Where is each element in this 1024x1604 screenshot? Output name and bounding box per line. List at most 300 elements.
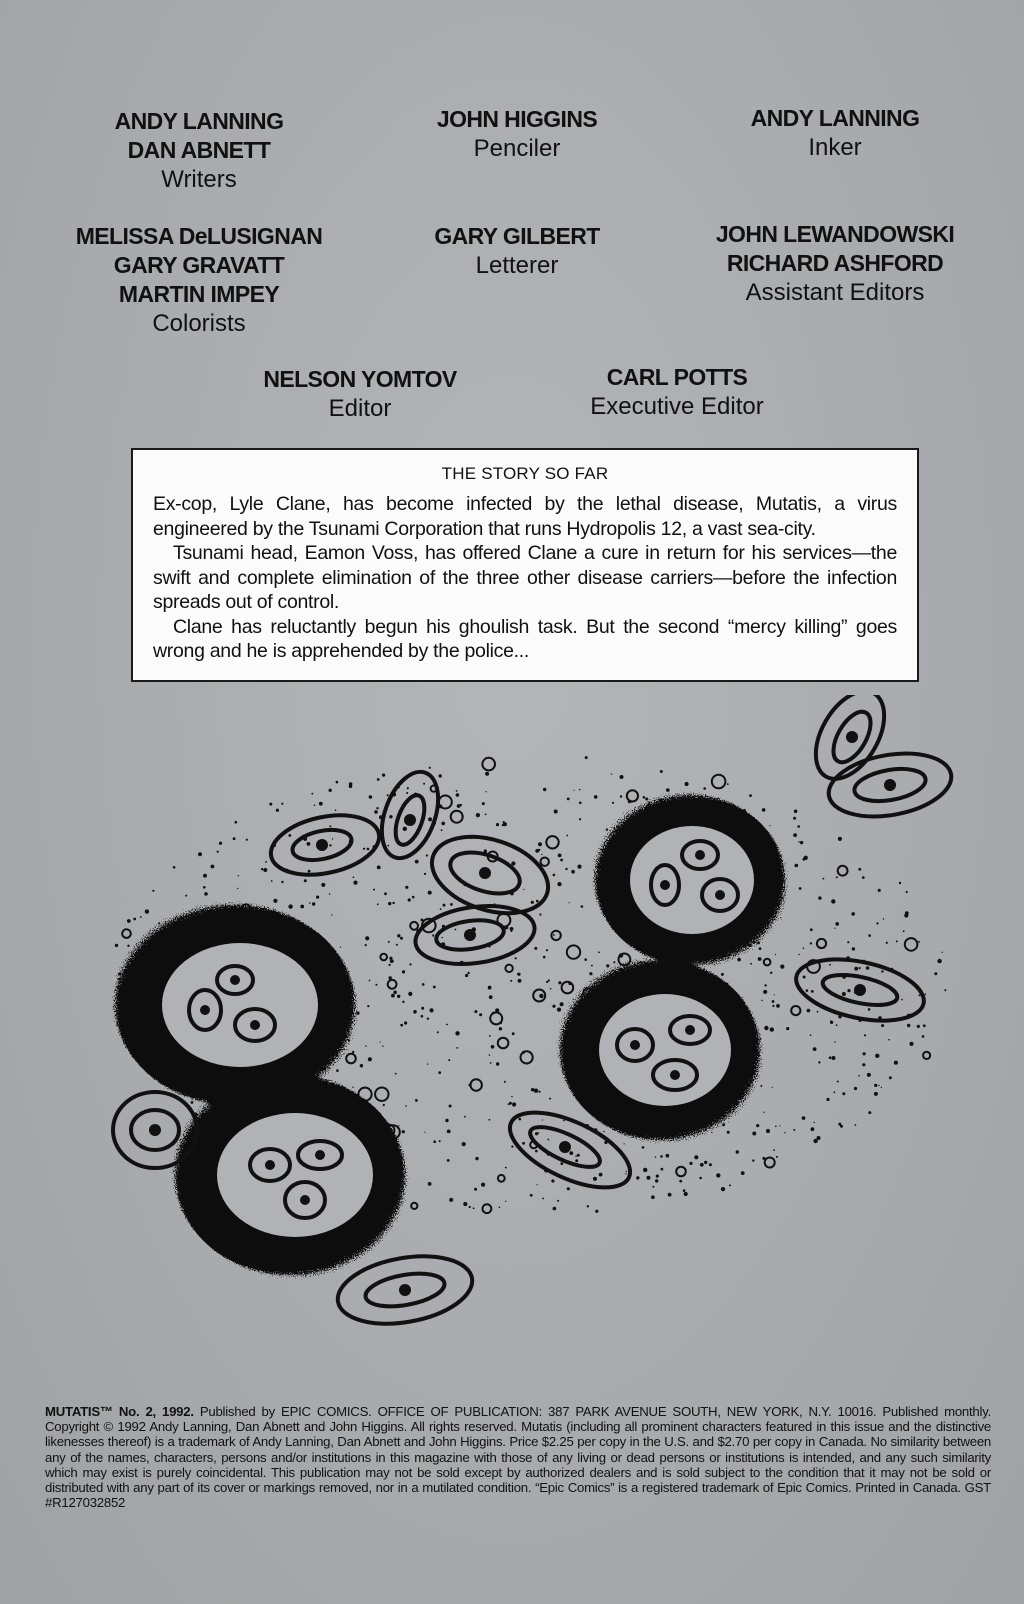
speckle-dot (427, 1018, 429, 1020)
speckle-dot (881, 970, 883, 972)
speckle-dot (579, 802, 582, 805)
speckle-dot (479, 1013, 482, 1016)
speckle-dot (620, 795, 622, 797)
speckle-dot (360, 1064, 363, 1067)
speckle-dot (433, 1140, 436, 1143)
speckle-dot (423, 783, 425, 785)
speckle-dot (316, 896, 319, 899)
speckle-dot (428, 891, 432, 895)
speckle-dot (553, 1207, 557, 1211)
speckle-dot (624, 1143, 625, 1144)
speckle-dot (441, 829, 443, 831)
story-paragraph: Tsunami head, Eamon Voss, has offered Clane a cure in return for his services—the swift and complete elimination of the three other disease carriers—before the infection spreads out of control. (153, 542, 897, 613)
speckle-dot (794, 810, 798, 814)
speckle-dot (438, 1071, 441, 1074)
speckle-dot (384, 892, 387, 895)
speckle-dot (749, 794, 752, 797)
speckle-dot (934, 972, 937, 975)
speckle-dot (335, 809, 337, 811)
speckle-dot (380, 954, 387, 961)
speckle-dot (810, 942, 812, 944)
speckle-dot (685, 782, 689, 786)
speckle-dot (476, 813, 480, 817)
speckle-dot (854, 1087, 857, 1090)
speckle-dot (811, 990, 814, 993)
speckle-dot (534, 947, 537, 950)
speckle-dot (448, 1059, 450, 1061)
speckle-dot (367, 1005, 369, 1007)
infected-cell (175, 1075, 405, 1275)
speckle-dot (567, 798, 570, 801)
speckle-dot (246, 839, 248, 841)
speckle-dot (923, 1052, 930, 1059)
speckle-dot (727, 1131, 730, 1134)
speckle-dot (447, 1130, 451, 1134)
speckle-dot (408, 992, 412, 996)
speckle-dot (689, 1162, 692, 1165)
speckle-dot (489, 1035, 491, 1037)
speckle-dot (793, 817, 796, 820)
speckle-dot (684, 1192, 688, 1196)
credit-name: CARL POTTS (606, 364, 748, 390)
speckle-dot (464, 1116, 466, 1118)
speckle-dot (878, 1085, 879, 1086)
speckle-dot (802, 1116, 806, 1120)
speckle-dot (219, 842, 222, 845)
speckle-dot (410, 922, 418, 930)
speckle-dot (203, 886, 206, 889)
speckle-dot (779, 1125, 780, 1126)
speckle-dot (537, 1184, 538, 1185)
infected-cell (595, 795, 785, 965)
speckle-dot (389, 815, 392, 818)
speckle-dot (501, 1023, 502, 1024)
speckle-dot (722, 1123, 725, 1126)
speckle-dot (235, 821, 238, 824)
speckle-dot (814, 1122, 815, 1123)
speckle-dot (868, 934, 871, 937)
speckle-dot (433, 986, 436, 989)
speckle-dot (489, 995, 493, 999)
speckle-dot (312, 902, 315, 905)
speckle-dot (878, 889, 881, 892)
speckle-dot (530, 1194, 533, 1197)
speckle-dot (647, 1176, 651, 1180)
speckle-dot (666, 1154, 670, 1158)
speckle-dot (388, 941, 390, 943)
speckle-dot (780, 965, 784, 969)
story-so-far-box (131, 448, 919, 682)
speckle-dot (404, 1021, 407, 1024)
speckle-dot (538, 1091, 540, 1093)
speckle-dot (875, 1054, 879, 1058)
speckle-dot (485, 814, 487, 816)
speckle-dot (314, 805, 316, 807)
speckle-dot (400, 1024, 403, 1027)
speckle-dot (391, 994, 395, 998)
credit-editor (210, 365, 510, 423)
speckle-dot (512, 1102, 516, 1106)
speckle-dot (579, 789, 581, 791)
indicia-text: Published by EPIC COMICS. OFFICE OF PUBLICATION: 387 PARK AVENUE SOUTH, NEW YORK, N.Y. 10016. Published monthly. Copyright © 1992 Andy Lanning, Dan Abnett and John Higgins. All rights reserved. Mutatis (including all prominent characters featured in this issue and the distinctive likenesses thereof) is a trademark of Andy Lanning, Dan Abnett and John Higgins. Price $2.25 per copy in the U.S. and $2.70 per copy in Canada. No similarity between any of the names, characters, persons and/or institutions in this magazine with those of any living or dead persons or institutions is intended, and any such similarity which may exist is purely coincidental. This publication may not be sold except by authorized dealers and is sold subject to the condition that it may not be sold or distributed with any part of its cover or markings removed, nor in a mutilated condition. “Epic Comics” is a registered trademark of Epic Comics. Printed in Canada. GST #R127032852 (45, 1404, 991, 1511)
credit-name: DAN ABNETT (127, 137, 271, 163)
speckle-dot (237, 888, 238, 889)
speckle-dot (483, 1204, 492, 1213)
speckle-dot (541, 858, 549, 866)
speckle-dot (511, 1096, 513, 1098)
speckle-dot (356, 1011, 359, 1014)
speckle-dot (400, 937, 403, 940)
speckle-dot (709, 1163, 712, 1166)
speckle-dot (539, 913, 541, 915)
speckle-dot (922, 1035, 925, 1038)
speckle-dot (395, 1073, 397, 1075)
speckle-dot (173, 866, 176, 869)
speckle-dot (551, 931, 560, 940)
speckle-dot (944, 989, 946, 991)
speckle-dot (412, 896, 415, 899)
speckle-dot (546, 981, 548, 983)
speckle-dot (535, 849, 539, 853)
speckle-dot (127, 919, 131, 923)
speckle-dot (281, 881, 283, 883)
speckle-dot (896, 940, 898, 942)
speckle-dot (365, 1045, 366, 1046)
speckle-dot (300, 905, 304, 909)
speckle-dot (321, 883, 325, 887)
speckle-dot (276, 809, 279, 812)
speckle-dot (660, 770, 663, 773)
speckle-dot (817, 939, 826, 948)
speckle-dot (736, 1150, 739, 1153)
speckle-dot (411, 1203, 417, 1209)
speckle-dot (402, 970, 405, 973)
speckle-dot (503, 821, 505, 823)
speckle-dot (440, 908, 442, 910)
speckle-dot (894, 1061, 898, 1065)
speckle-dot (791, 1006, 800, 1015)
speckle-dot (539, 994, 543, 998)
speckle-dot (817, 1011, 819, 1013)
speckle-dot (456, 1047, 458, 1049)
speckle-dot (456, 793, 460, 797)
speckle-dot (369, 980, 371, 982)
speckle-dot (866, 966, 870, 970)
speckle-dot (591, 965, 593, 967)
speckle-dot (311, 793, 313, 795)
speckle-dot (538, 842, 542, 846)
speckle-dot (764, 1112, 765, 1113)
speckle-dot (415, 1099, 418, 1102)
speckle-dot (377, 866, 381, 870)
speckle-dot (365, 944, 367, 946)
speckle-dot (409, 963, 411, 965)
speckle-dot (380, 1041, 381, 1042)
speckle-dot (367, 848, 370, 851)
speckle-dot (309, 902, 311, 904)
speckle-dot (449, 1105, 452, 1108)
speckle-dot (496, 823, 499, 826)
speckle-dot (449, 1198, 453, 1202)
speckle-dot (823, 878, 825, 880)
speckle-dot (451, 811, 463, 823)
speckle-dot (510, 980, 512, 982)
credit-inker (685, 104, 985, 162)
speckle-dot (577, 865, 581, 869)
speckle-dot (551, 1179, 554, 1182)
credit-role: Penciler (473, 135, 561, 162)
speckle-dot (413, 1010, 417, 1014)
speckle-dot (832, 1056, 836, 1060)
speckle-dot (886, 942, 888, 944)
speckle-dot (233, 837, 236, 840)
speckle-dot (145, 909, 149, 913)
speckle-dot (455, 929, 457, 931)
speckle-dot (446, 1024, 448, 1026)
speckle-dot (854, 967, 858, 971)
speckle-dot (531, 901, 534, 904)
speckle-dot (813, 1047, 817, 1051)
speckle-dot (204, 892, 208, 896)
speckle-dot (269, 803, 272, 806)
speckle-dot (558, 854, 562, 858)
speckle-dot (488, 1119, 490, 1121)
speckle-dot (598, 951, 600, 953)
speckle-dot (727, 783, 729, 785)
speckle-dot (776, 1004, 780, 1008)
credit-name: MARTIN IMPEY (118, 281, 280, 307)
speckle-dot (429, 1008, 433, 1012)
speckle-dot (387, 794, 389, 796)
speckle-dot (421, 1015, 424, 1018)
speckle-dot (375, 1088, 388, 1101)
speckle-dot (490, 1012, 502, 1024)
speckle-dot (569, 1151, 573, 1155)
speckle-dot (655, 1156, 657, 1158)
speckle-dot (557, 882, 561, 886)
speckle-dot (485, 791, 486, 792)
speckle-dot (504, 1081, 506, 1083)
speckle-dot (308, 870, 311, 873)
speckle-dot (152, 890, 154, 892)
speckle-dot (909, 1042, 913, 1046)
publication-indicia (45, 1404, 991, 1510)
speckle-dot (907, 1024, 910, 1027)
speckle-dot (329, 789, 332, 792)
speckle-dot (800, 841, 803, 844)
speckle-dot (769, 825, 770, 826)
speckle-dot (421, 1007, 424, 1010)
speckle-dot (485, 772, 489, 776)
speckle-dot (835, 922, 839, 926)
speckle-dot (510, 927, 514, 931)
speckle-dot (542, 1119, 543, 1120)
speckle-dot (467, 972, 469, 974)
speckle-dot (329, 893, 331, 895)
speckle-dot (505, 1167, 507, 1169)
speckle-dot (847, 989, 850, 992)
speckle-dot (402, 1130, 405, 1133)
speckle-dot (758, 957, 762, 961)
speckle-dot (759, 1038, 761, 1040)
credit-role: Executive Editor (590, 393, 764, 420)
speckle-dot (133, 918, 136, 921)
speckle-dot (450, 903, 453, 906)
speckle-dot (567, 945, 580, 958)
speckle-dot (469, 1206, 471, 1208)
speckle-dot (304, 879, 307, 882)
speckle-dot (548, 979, 550, 981)
speckle-dot (830, 1021, 833, 1024)
speckle-dot (307, 842, 311, 846)
credit-name: ANDY LANNING (114, 108, 284, 134)
speckle-dot (518, 979, 522, 983)
speckle-dot (798, 954, 799, 955)
speckle-dot (858, 1075, 860, 1077)
speckle-dot (660, 1155, 663, 1158)
speckle-dot (549, 1098, 551, 1100)
speckle-dot (388, 902, 391, 905)
speckle-dot (432, 934, 434, 936)
speckle-dot (765, 1158, 775, 1168)
speckle-dot (721, 973, 724, 976)
speckle-dot (373, 889, 375, 891)
speckle-dot (489, 1054, 491, 1056)
speckle-dot (383, 1104, 385, 1106)
speckle-dot (375, 984, 377, 986)
speckle-dot (271, 880, 273, 882)
speckle-dot (288, 904, 292, 908)
speckle-dot (834, 928, 835, 929)
speckle-dot (427, 1063, 428, 1064)
speckle-dot (847, 941, 849, 943)
story-paragraph: Clane has reluctantly begun his ghoulish task. But the second “mercy killing” goes wrong and he is apprehended by the police... (153, 615, 897, 662)
speckle-dot (456, 790, 458, 792)
speckle-dot (595, 1210, 598, 1213)
speckle-dot (741, 1171, 745, 1175)
speckle-dot (655, 1179, 658, 1182)
speckle-dot (505, 965, 512, 972)
speckle-dot (770, 972, 772, 974)
speckle-dot (923, 1024, 926, 1027)
credit-name: JOHN HIGGINS (436, 106, 598, 132)
speckle-dot (575, 1159, 578, 1162)
speckle-dot (332, 838, 333, 839)
speckle-dot (557, 1008, 561, 1012)
credit-letterer (367, 222, 667, 280)
speckle-dot (353, 881, 357, 885)
speckle-dot (550, 988, 552, 990)
speckle-dot (636, 1176, 639, 1179)
speckle-dot (428, 1182, 432, 1186)
speckle-dot (509, 1102, 512, 1105)
speckle-dot (888, 1039, 890, 1041)
speckle-dot (273, 899, 277, 903)
speckle-dot (683, 1189, 686, 1192)
speckle-dot (862, 1063, 865, 1066)
speckle-dot (437, 1031, 439, 1033)
speckle-dot (772, 1000, 775, 1003)
speckle-dot (398, 1125, 399, 1126)
speckle-dot (612, 802, 614, 804)
speckle-dot (737, 958, 741, 962)
speckle-dot (864, 1034, 866, 1036)
speckle-dot (217, 851, 219, 853)
speckle-dot (517, 973, 519, 975)
speckle-dot (752, 1132, 756, 1136)
speckle-dot (826, 1098, 829, 1101)
speckle-dot (462, 1142, 466, 1146)
speckle-dot (599, 1173, 603, 1177)
speckle-dot (899, 882, 901, 884)
speckle-dot (353, 876, 355, 878)
speckle-dot (336, 1069, 339, 1072)
speckle-dot (377, 903, 379, 905)
speckle-dot (772, 1087, 773, 1088)
speckle-dot (554, 810, 558, 814)
speckle-dot (842, 992, 846, 996)
speckle-dot (191, 1101, 194, 1104)
speckle-dot (422, 983, 425, 986)
credit-name: NELSON YOMTOV (263, 366, 457, 392)
speckle-dot (543, 788, 546, 791)
speckle-dot (818, 1061, 820, 1063)
speckle-dot (560, 1002, 564, 1006)
speckle-dot (439, 774, 442, 777)
speckle-dot (496, 1062, 499, 1065)
speckle-dot (365, 936, 369, 940)
speckle-dot (711, 1132, 712, 1133)
speckle-dot (515, 957, 517, 959)
speckle-dot (837, 1081, 839, 1083)
speckle-dot (482, 758, 495, 771)
speckle-dot (369, 795, 373, 799)
credit-assistant-editors (685, 220, 985, 307)
speckle-dot (803, 976, 806, 979)
credit-name: GARY GRAVATT (113, 252, 285, 278)
speckle-dot (810, 928, 813, 931)
speckle-dot (807, 1009, 811, 1013)
speckle-dot (874, 1092, 878, 1096)
speckle-dot (775, 954, 776, 955)
speckle-dot (558, 981, 561, 984)
speckle-dot (625, 1173, 626, 1174)
speckle-dot (761, 1000, 762, 1001)
speckle-dot (543, 956, 546, 959)
speckle-dot (620, 775, 624, 779)
speckle-dot (397, 934, 400, 937)
speckle-dot (562, 982, 574, 994)
speckle-dot (346, 1054, 356, 1064)
speckle-dot (862, 876, 865, 879)
speckle-dot (571, 870, 575, 874)
speckle-dot (585, 756, 588, 759)
speckle-dot (392, 902, 394, 904)
speckle-dot (439, 1140, 441, 1142)
speckle-dot (512, 1032, 515, 1035)
credit-name: RICHARD ASHFORD (726, 250, 944, 276)
speckle-dot (429, 767, 431, 769)
speckle-dot (502, 824, 504, 826)
speckle-dot (774, 994, 775, 995)
speckle-dot (560, 859, 563, 862)
speckle-dot (491, 1045, 495, 1049)
speckle-dot (511, 1146, 513, 1148)
speckle-dot (329, 825, 331, 827)
speckle-dot (546, 949, 548, 951)
speckle-dot (475, 1157, 478, 1160)
speckle-dot (918, 941, 920, 943)
